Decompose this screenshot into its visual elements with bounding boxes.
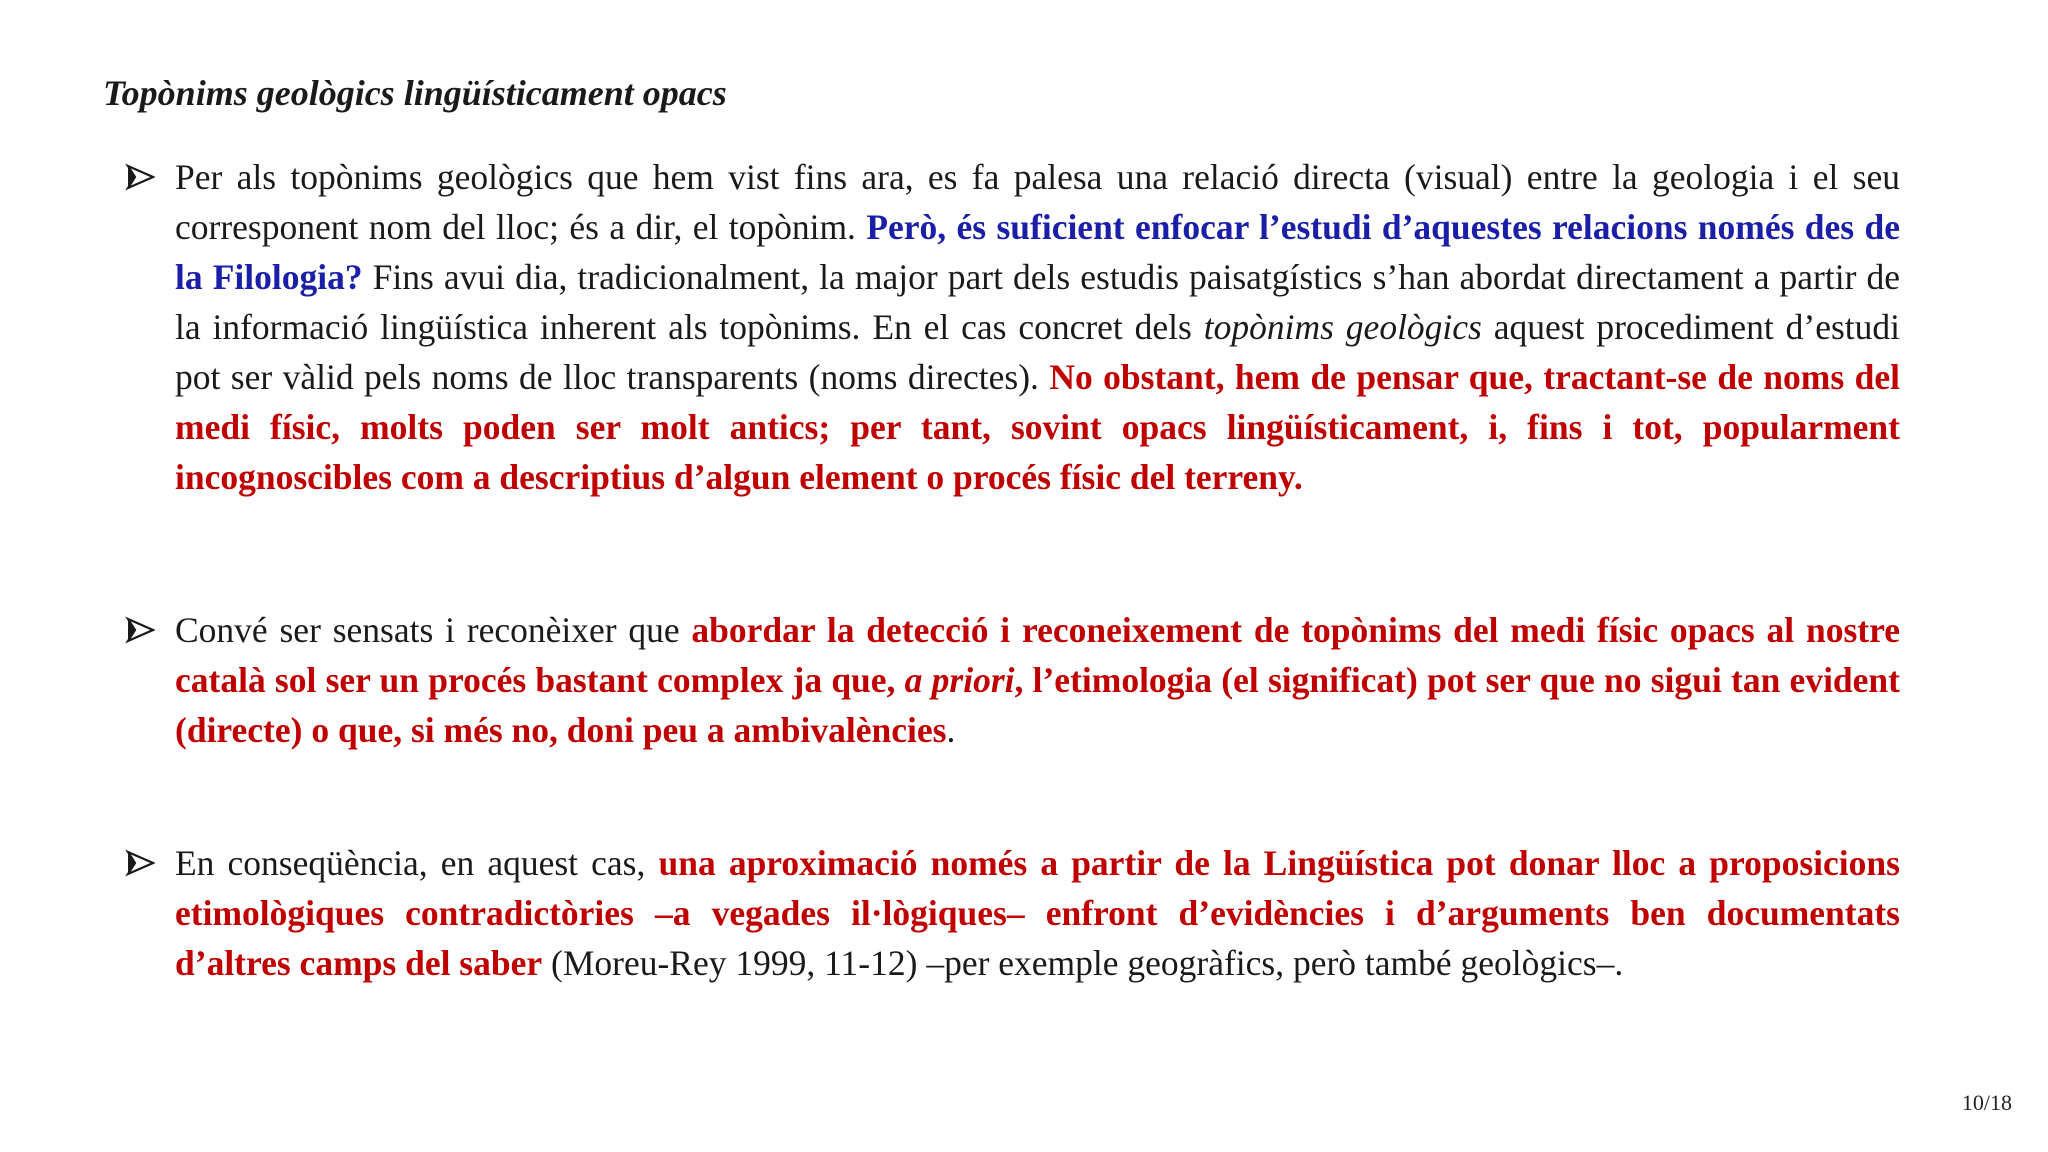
- italic-term: topònims geològics: [1203, 307, 1482, 347]
- bullet-item: [125, 838, 1900, 988]
- red-emphasis: , l’etimologia (el significat) pot ser que no sigui tan evident (directe) o que, si més no, doni peu a ambivalències: [175, 660, 1900, 750]
- arrow-bullet-icon: [125, 152, 155, 202]
- bullet-item: [125, 152, 1900, 502]
- text-segment: En conseqüència, en aquest cas,: [175, 843, 659, 883]
- red-emphasis: abordar la detecció i reconeixement de topònims del medi físic opacs al nostre català sol ser un procés bastant complex ja que,: [175, 610, 1900, 700]
- text-segment: (Moreu-Rey 1999, 11-12) –per exemple geogràfics, però també geològics–.: [542, 943, 1624, 983]
- text-segment: Fins avui dia, tradicionalment, la major part dels estudis paisatgístics s’han abordat directament a partir de la informació lingüística inherent als topònims. En el cas concret dels: [175, 257, 1900, 347]
- bullet-text: [175, 152, 1900, 502]
- slide-title: Topònims geològics lingüísticament opacs: [103, 73, 727, 113]
- arrow-bullet-icon: [125, 605, 155, 655]
- red-emphasis: una aproximació només a partir de la Lingüística pot donar lloc a proposicions etimològiques contradictòries –a vegades il·lògiques– enfront d’evidències i d’arguments ben documentats d’altres camps del saber: [175, 843, 1900, 983]
- red-emphasis: No obstant, hem de pensar que, tractant-se de noms del medi físic, molts poden ser molt antics; per tant, sovint opacs lingüísticament, i, fins i tot, popularment incognoscibles com a descriptius d’algun element o procés físic del terreny.: [175, 357, 1900, 497]
- bullet-text: [175, 605, 1900, 755]
- blue-emphasis: Però, és suficient enfocar l’estudi d’aquestes relacions només des de la Filologia?: [175, 207, 1900, 297]
- bullet-text: [175, 838, 1900, 988]
- text-segment: Per als topònims geològics que hem vist fins ara, es fa palesa una relació directa (visual) entre la geologia i el seu corresponent nom del lloc; és a dir, el topònim.: [175, 157, 1900, 247]
- text-segment: Convé ser sensats i reconèixer que: [175, 610, 692, 650]
- arrow-bullet-icon: [125, 838, 155, 888]
- page-number: 10/18: [1961, 1090, 2012, 1115]
- text-segment: aquest procediment d’estudi pot ser vàlid pels noms de lloc transparents (noms directes).: [175, 307, 1901, 397]
- text-segment: .: [946, 710, 956, 750]
- bullet-item: [125, 605, 1900, 755]
- red-italic-emphasis: a priori: [904, 660, 1015, 700]
